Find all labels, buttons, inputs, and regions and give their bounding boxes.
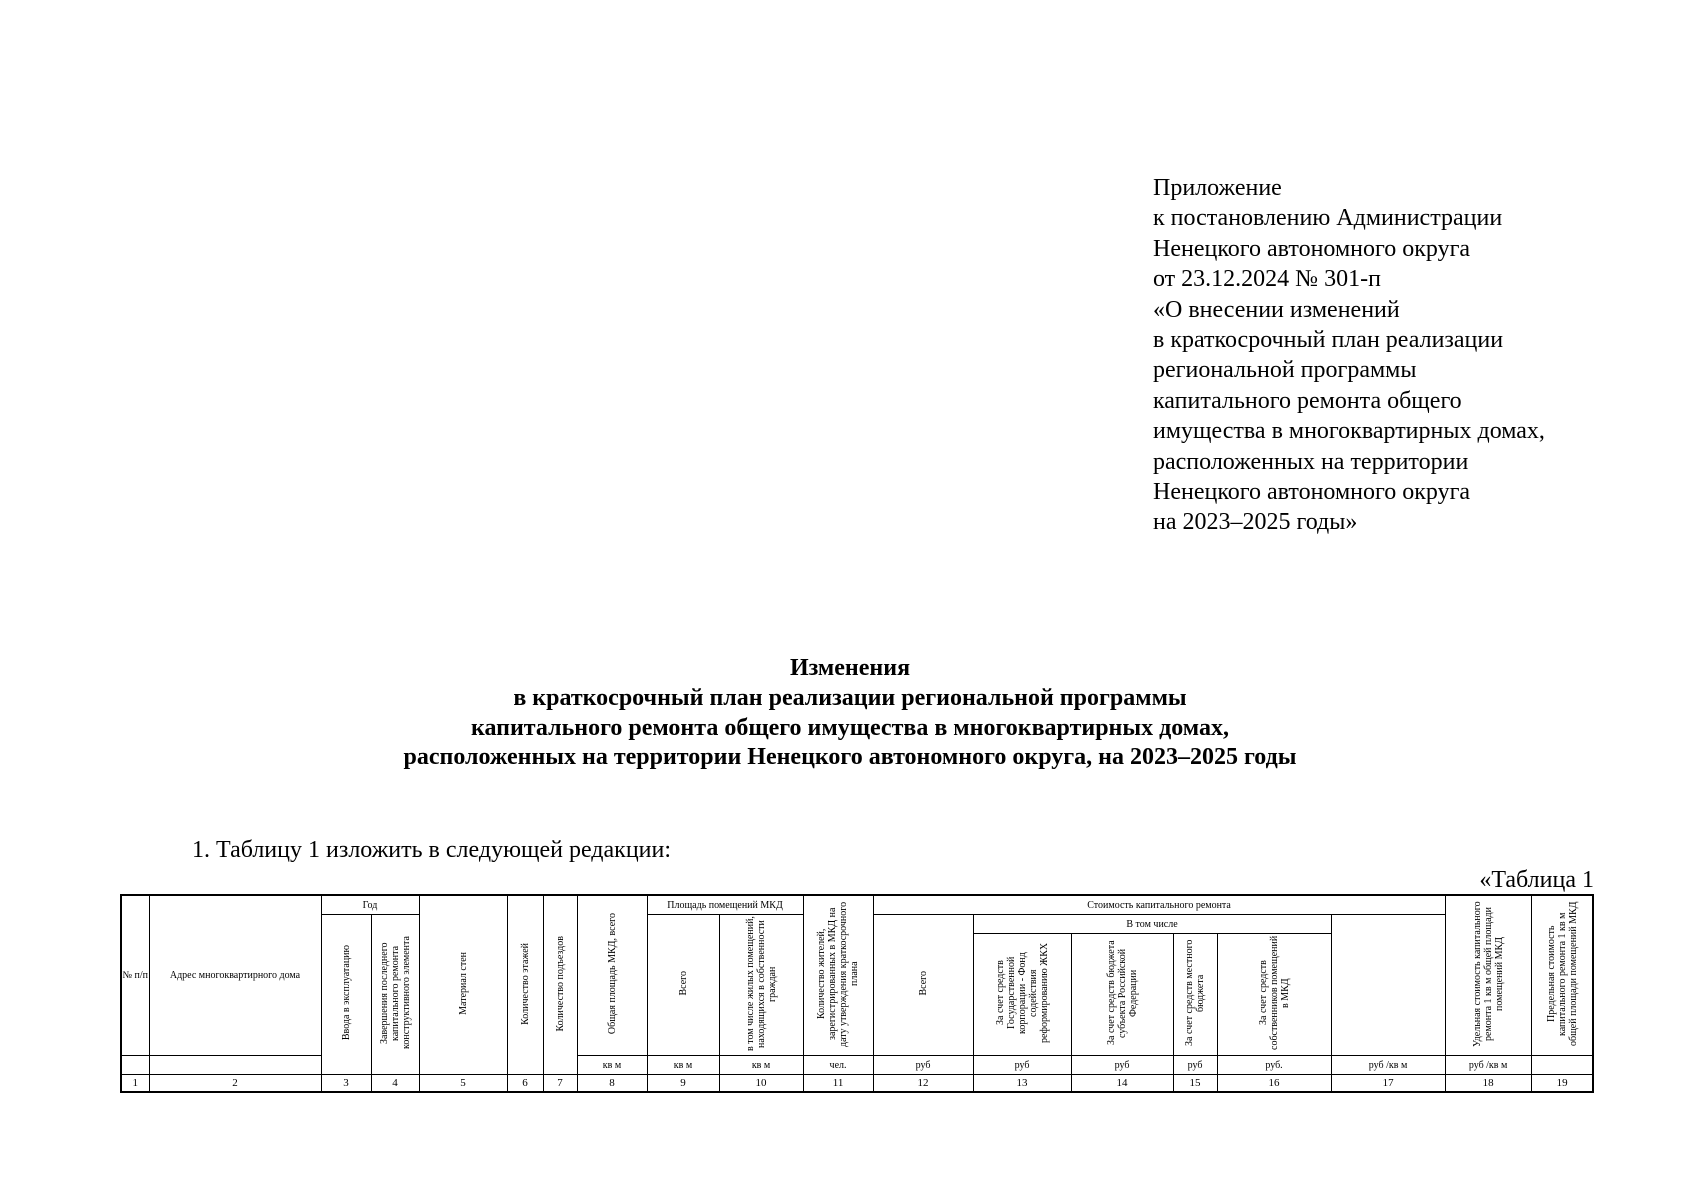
header-year: Год (321, 895, 419, 915)
header-floors: Количество этажей (507, 895, 543, 1075)
appendix-line: Приложение (1153, 175, 1282, 201)
appendix-line: расположенных на территории (1153, 448, 1469, 475)
table-label: «Таблица 1 (1479, 867, 1594, 893)
column-number: 16 (1217, 1075, 1331, 1093)
column-number: 3 (321, 1075, 371, 1093)
unit-total-area: кв м (577, 1056, 647, 1075)
header-local-budget: За счет средств местного бюджета (1173, 934, 1217, 1056)
header-including: В том числе (973, 915, 1331, 934)
title-line: Изменения (789, 655, 911, 681)
header-premises-residential: в том числе жилых помещений, находящихся в собственности граждан (719, 915, 803, 1056)
header-owners: За счет средств собственников помещений в МКД (1217, 934, 1331, 1056)
header-federal-subject: За счет средств бюджета субъекта Российской Федерации (1071, 934, 1173, 1056)
appendix-line: «О внесении изменений (1153, 296, 1400, 323)
unit-cost-total: руб (873, 1056, 973, 1075)
column-number: 1 (121, 1075, 149, 1093)
unit-empty (149, 1056, 321, 1075)
appendix-block (1153, 173, 1673, 538)
appendix-line: Ненецкого автономного округа (1153, 479, 1471, 506)
column-number: 7 (543, 1075, 577, 1093)
document-title (300, 654, 1400, 773)
unit-fund: руб (973, 1056, 1071, 1075)
column-number: 8 (577, 1075, 647, 1093)
column-number: 15 (1173, 1075, 1217, 1093)
title-line: капитального ремонта общего имущества в многоквартирных домах, (471, 714, 1229, 741)
header-fund: За счет средств Государственной корпорации - Фонд содействия реформированию ЖКХ (973, 934, 1071, 1056)
appendix-line: имущества в многоквартирных домах, (1153, 418, 1545, 445)
title-line: в краткосрочный план реализации региональной программы (513, 684, 1187, 711)
appendix-line: капитального ремонта общего (1153, 387, 1462, 414)
unit-max-cost: руб /кв м (1445, 1056, 1531, 1075)
unit-premises-residential: кв м (719, 1056, 803, 1075)
unit-local-budget: руб (1173, 1056, 1217, 1075)
appendix-line: в краткосрочный план реализации (1153, 327, 1504, 354)
unit-empty (121, 1056, 149, 1075)
appendix-line: на 2023–2025 годы» (1153, 509, 1358, 536)
column-number: 17 (1331, 1075, 1445, 1093)
column-number: 19 (1531, 1075, 1593, 1093)
column-number: 11 (803, 1075, 873, 1093)
column-number: 4 (371, 1075, 419, 1093)
column-number: 2 (149, 1075, 321, 1093)
unit-unit-cost: руб /кв м (1331, 1056, 1445, 1075)
header-year-commissioning: Ввода в эксплуатацию (321, 915, 371, 1075)
unit-premises-total: кв м (647, 1056, 719, 1075)
appendix-line: к постановлению Администрации (1153, 205, 1503, 232)
appendix-line: Ненецкого автономного округа (1153, 235, 1471, 262)
header-num: № п/п (121, 895, 149, 1056)
column-number: 6 (507, 1075, 543, 1093)
header-residents: Количество жителей, зарегистрированных в МКД на дату утверждения краткосрочного плана (803, 895, 873, 1056)
header-entrances: Количество подъездов (543, 895, 577, 1075)
unit-residents: чел. (803, 1056, 873, 1075)
unit-federal-subject: руб (1071, 1056, 1173, 1075)
column-number: 5 (419, 1075, 507, 1093)
header-premises-area: Площадь помещений МКД (647, 895, 803, 915)
column-number: 12 (873, 1075, 973, 1093)
header-total-area: Общая площадь МКД, всего (577, 895, 647, 1056)
header-wall-material: Материал стен (419, 895, 507, 1075)
header-unit-cost: Удельная стоимость капитального ремонта 1 кв м общей площади помещений МКД (1445, 895, 1531, 1056)
header-year-last-repair: Завершения последнего капитального ремонта конструктивного элемента (371, 915, 419, 1075)
appendix-line: региональной программы (1153, 357, 1417, 384)
header-cost-total: Всего (873, 915, 973, 1056)
unit-owners: руб. (1217, 1056, 1331, 1075)
column-number: 10 (719, 1075, 803, 1093)
column-number: 14 (1071, 1075, 1173, 1093)
appendix-line: от 23.12.2024 № 301-п (1153, 266, 1381, 293)
header-premises-total: Всего (647, 915, 719, 1056)
column-number: 9 (647, 1075, 719, 1093)
repair-plan-table (120, 894, 1594, 1093)
column-number: 18 (1445, 1075, 1531, 1093)
column-number: 13 (973, 1075, 1071, 1093)
header-cost: Стоимость капитального ремонта (873, 895, 1445, 915)
instruction-text: 1. Таблицу 1 изложить в следующей редакции: (192, 837, 672, 863)
title-line: расположенных на территории Ненецкого автономного округа, на 2023–2025 годы (403, 744, 1297, 771)
header-max-cost: Предельная стоимость капитального ремонта 1 кв м общей площади помещений МКД (1531, 895, 1593, 1056)
header-address: Адрес многоквартирного дома (149, 895, 321, 1056)
